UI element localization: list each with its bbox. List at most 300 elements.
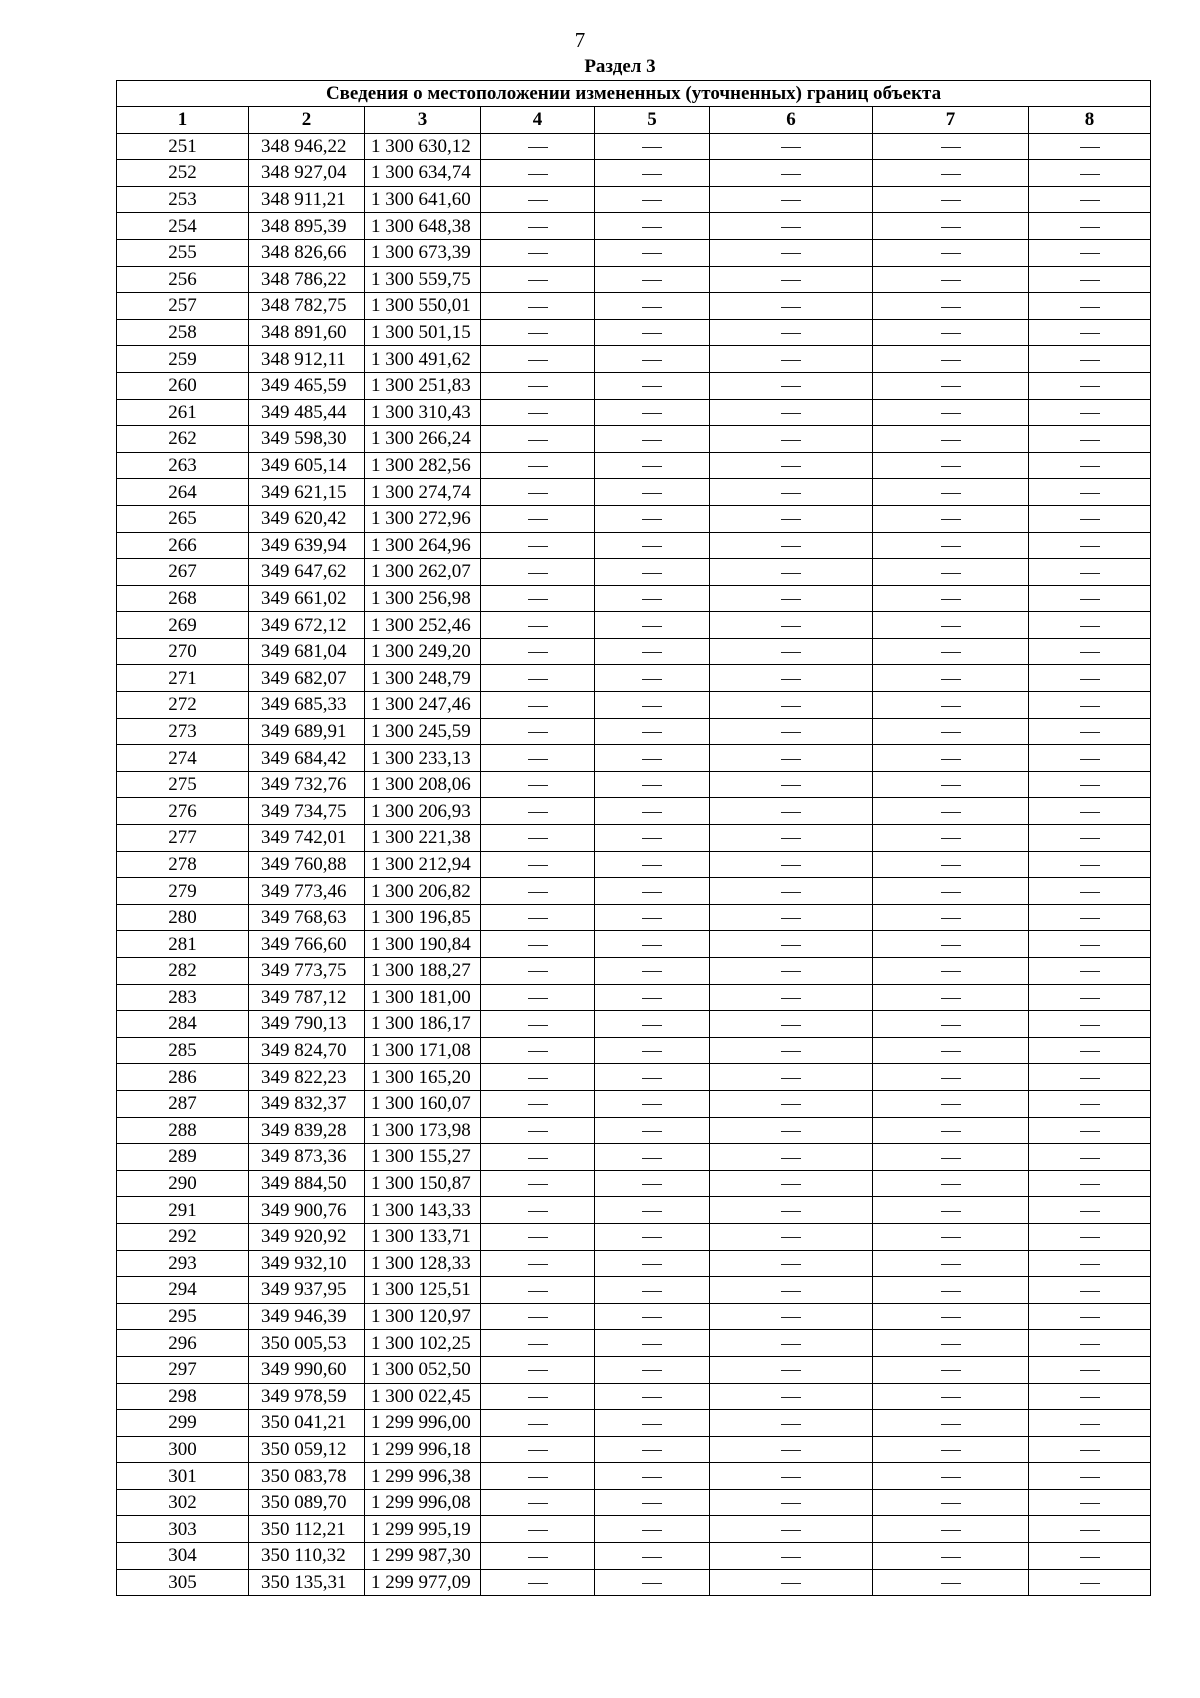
empty-value-cell — [1029, 1037, 1151, 1064]
dash-mark — [1080, 333, 1100, 334]
empty-value-cell — [710, 1303, 873, 1330]
empty-value-cell — [873, 505, 1029, 532]
point-number-cell: 269 — [117, 612, 249, 639]
y-coordinate-cell: 1 300 206,82 — [365, 878, 481, 905]
empty-value-cell — [481, 1277, 595, 1304]
dash-mark — [642, 174, 662, 175]
dash-mark — [781, 1025, 801, 1026]
table-row — [117, 559, 1151, 586]
dash-mark — [642, 466, 662, 467]
empty-value-cell — [710, 1489, 873, 1516]
empty-value-cell — [481, 825, 595, 852]
empty-value-cell — [873, 372, 1029, 399]
dash-mark — [941, 838, 961, 839]
empty-value-cell — [873, 692, 1029, 719]
point-number-cell: 272 — [117, 692, 249, 719]
dash-mark — [781, 1370, 801, 1371]
empty-value-cell — [873, 585, 1029, 612]
empty-value-cell — [481, 133, 595, 160]
y-coordinate-cell: 1 300 501,15 — [365, 319, 481, 346]
dash-mark — [642, 1424, 662, 1425]
dash-mark — [941, 1051, 961, 1052]
x-coordinate-cell: 349 978,59 — [249, 1383, 365, 1410]
dash-mark — [1080, 1397, 1100, 1398]
dash-mark — [1080, 785, 1100, 786]
dash-mark — [528, 732, 548, 733]
point-number-cell: 268 — [117, 585, 249, 612]
dash-mark — [642, 918, 662, 919]
table-row — [117, 1303, 1151, 1330]
dash-mark — [941, 1104, 961, 1105]
x-coordinate-cell: 349 920,92 — [249, 1223, 365, 1250]
dash-mark — [941, 386, 961, 387]
dash-mark — [941, 1264, 961, 1265]
empty-value-cell — [710, 346, 873, 373]
dash-mark — [1080, 200, 1100, 201]
dash-mark — [528, 1131, 548, 1132]
empty-value-cell — [710, 1383, 873, 1410]
dash-mark — [528, 1104, 548, 1105]
dash-mark — [528, 200, 548, 201]
empty-value-cell — [710, 1330, 873, 1357]
point-number-cell: 281 — [117, 931, 249, 958]
table-row — [117, 399, 1151, 426]
point-number-cell: 302 — [117, 1489, 249, 1516]
empty-value-cell — [710, 1436, 873, 1463]
dash-mark — [1080, 626, 1100, 627]
table-row — [117, 1011, 1151, 1038]
empty-value-cell — [873, 239, 1029, 266]
dash-mark — [642, 599, 662, 600]
empty-value-cell — [481, 1303, 595, 1330]
point-number-cell: 298 — [117, 1383, 249, 1410]
dash-mark — [781, 1184, 801, 1185]
empty-value-cell — [710, 1037, 873, 1064]
x-coordinate-cell: 348 895,39 — [249, 213, 365, 240]
empty-value-cell — [595, 186, 710, 213]
empty-value-cell — [1029, 559, 1151, 586]
y-coordinate-cell: 1 300 641,60 — [365, 186, 481, 213]
dash-mark — [528, 1477, 548, 1478]
table-body — [117, 133, 1151, 1596]
dash-mark — [941, 1370, 961, 1371]
point-number-cell: 296 — [117, 1330, 249, 1357]
dash-mark — [941, 732, 961, 733]
x-coordinate-cell: 349 742,01 — [249, 825, 365, 852]
dash-mark — [941, 1237, 961, 1238]
dash-mark — [528, 1158, 548, 1159]
empty-value-cell — [710, 798, 873, 825]
dash-mark — [528, 440, 548, 441]
table-row — [117, 1117, 1151, 1144]
empty-value-cell — [873, 213, 1029, 240]
empty-value-cell — [1029, 904, 1151, 931]
x-coordinate-cell: 349 732,76 — [249, 771, 365, 798]
dash-mark — [1080, 1370, 1100, 1371]
empty-value-cell — [481, 319, 595, 346]
x-coordinate-cell: 349 884,50 — [249, 1170, 365, 1197]
empty-value-cell — [595, 213, 710, 240]
dash-mark — [781, 307, 801, 308]
dash-mark — [1080, 360, 1100, 361]
empty-value-cell — [710, 266, 873, 293]
point-number-cell: 258 — [117, 319, 249, 346]
point-number-cell: 303 — [117, 1516, 249, 1543]
dash-mark — [528, 865, 548, 866]
empty-value-cell — [873, 1330, 1029, 1357]
empty-value-cell — [481, 1410, 595, 1437]
dash-mark — [528, 174, 548, 175]
point-number-cell: 259 — [117, 346, 249, 373]
empty-value-cell — [710, 479, 873, 506]
empty-value-cell — [710, 452, 873, 479]
table-row — [117, 825, 1151, 852]
point-number-cell: 257 — [117, 293, 249, 320]
empty-value-cell — [873, 1410, 1029, 1437]
y-coordinate-cell: 1 300 249,20 — [365, 638, 481, 665]
dash-mark — [781, 573, 801, 574]
y-coordinate-cell: 1 300 171,08 — [365, 1037, 481, 1064]
point-number-cell: 290 — [117, 1170, 249, 1197]
table-row — [117, 372, 1151, 399]
empty-value-cell — [1029, 532, 1151, 559]
empty-value-cell — [1029, 1516, 1151, 1543]
empty-value-cell — [481, 984, 595, 1011]
dash-mark — [941, 1397, 961, 1398]
dash-mark — [781, 1078, 801, 1079]
empty-value-cell — [1029, 1144, 1151, 1171]
empty-value-cell — [481, 1543, 595, 1570]
empty-value-cell — [1029, 399, 1151, 426]
dash-mark — [941, 1477, 961, 1478]
x-coordinate-cell: 349 684,42 — [249, 745, 365, 772]
dash-mark — [941, 679, 961, 680]
empty-value-cell — [710, 186, 873, 213]
empty-value-cell — [710, 532, 873, 559]
dash-mark — [941, 626, 961, 627]
empty-value-cell — [1029, 851, 1151, 878]
y-coordinate-cell: 1 300 648,38 — [365, 213, 481, 240]
empty-value-cell — [873, 532, 1029, 559]
section-title: Раздел 3 — [584, 56, 656, 77]
dash-mark — [941, 652, 961, 653]
dash-mark — [1080, 1450, 1100, 1451]
dash-mark — [781, 174, 801, 175]
empty-value-cell — [481, 505, 595, 532]
table-row — [117, 798, 1151, 825]
dash-mark — [941, 971, 961, 972]
empty-value-cell — [710, 1463, 873, 1490]
point-number-cell: 280 — [117, 904, 249, 931]
empty-value-cell — [1029, 239, 1151, 266]
empty-value-cell — [873, 878, 1029, 905]
dash-mark — [781, 227, 801, 228]
dash-mark — [781, 785, 801, 786]
dash-mark — [781, 892, 801, 893]
dash-mark — [642, 360, 662, 361]
dash-mark — [941, 1078, 961, 1079]
dash-mark — [781, 519, 801, 520]
dash-mark — [528, 413, 548, 414]
empty-value-cell — [481, 585, 595, 612]
empty-value-cell — [1029, 1569, 1151, 1596]
dash-mark — [1080, 1344, 1100, 1345]
x-coordinate-cell: 349 681,04 — [249, 638, 365, 665]
dash-mark — [528, 493, 548, 494]
empty-value-cell — [873, 745, 1029, 772]
dash-mark — [781, 413, 801, 414]
dash-mark — [941, 1025, 961, 1026]
dash-mark — [1080, 1477, 1100, 1478]
table-row — [117, 346, 1151, 373]
dash-mark — [642, 1477, 662, 1478]
dash-mark — [528, 599, 548, 600]
empty-value-cell — [710, 426, 873, 453]
dash-mark — [1080, 812, 1100, 813]
x-coordinate-cell: 349 689,91 — [249, 718, 365, 745]
empty-value-cell — [710, 160, 873, 187]
empty-value-cell — [873, 1144, 1029, 1171]
dash-mark — [941, 280, 961, 281]
table-row — [117, 585, 1151, 612]
empty-value-cell — [873, 851, 1029, 878]
empty-value-cell — [595, 239, 710, 266]
empty-value-cell — [481, 1064, 595, 1091]
y-coordinate-cell: 1 300 634,74 — [365, 160, 481, 187]
empty-value-cell — [481, 1383, 595, 1410]
point-number-cell: 305 — [117, 1569, 249, 1596]
empty-value-cell — [481, 1011, 595, 1038]
dash-mark — [642, 307, 662, 308]
empty-value-cell — [481, 638, 595, 665]
empty-value-cell — [1029, 1356, 1151, 1383]
dash-mark — [642, 732, 662, 733]
empty-value-cell — [1029, 612, 1151, 639]
point-number-cell: 295 — [117, 1303, 249, 1330]
y-coordinate-cell: 1 300 262,07 — [365, 559, 481, 586]
dash-mark — [528, 1264, 548, 1265]
x-coordinate-cell: 349 990,60 — [249, 1356, 365, 1383]
dash-mark — [1080, 573, 1100, 574]
dash-mark — [528, 573, 548, 574]
dash-mark — [941, 440, 961, 441]
x-coordinate-cell: 349 734,75 — [249, 798, 365, 825]
empty-value-cell — [710, 1117, 873, 1144]
empty-value-cell — [1029, 186, 1151, 213]
x-coordinate-cell: 349 873,36 — [249, 1144, 365, 1171]
empty-value-cell — [873, 1356, 1029, 1383]
x-coordinate-cell: 349 639,94 — [249, 532, 365, 559]
empty-value-cell — [1029, 1197, 1151, 1224]
table-row — [117, 319, 1151, 346]
table-row — [117, 1543, 1151, 1570]
table-row — [117, 1410, 1151, 1437]
dash-mark — [642, 1184, 662, 1185]
dash-mark — [941, 706, 961, 707]
dash-mark — [642, 945, 662, 946]
dash-mark — [1080, 679, 1100, 680]
dash-mark — [941, 413, 961, 414]
dash-mark — [642, 253, 662, 254]
empty-value-cell — [1029, 266, 1151, 293]
y-coordinate-cell: 1 299 996,38 — [365, 1463, 481, 1490]
dash-mark — [1080, 1131, 1100, 1132]
point-number-cell: 255 — [117, 239, 249, 266]
point-number-cell: 300 — [117, 1436, 249, 1463]
empty-value-cell — [873, 1090, 1029, 1117]
empty-value-cell — [710, 612, 873, 639]
column-header: 2 — [249, 107, 365, 134]
y-coordinate-cell: 1 300 125,51 — [365, 1277, 481, 1304]
column-header: 7 — [873, 107, 1029, 134]
y-coordinate-cell: 1 300 251,83 — [365, 372, 481, 399]
empty-value-cell — [710, 718, 873, 745]
x-coordinate-cell: 349 682,07 — [249, 665, 365, 692]
y-coordinate-cell: 1 300 190,84 — [365, 931, 481, 958]
empty-value-cell — [710, 904, 873, 931]
empty-value-cell — [873, 665, 1029, 692]
dash-mark — [781, 1557, 801, 1558]
empty-value-cell — [710, 745, 873, 772]
empty-value-cell — [1029, 692, 1151, 719]
dash-mark — [1080, 599, 1100, 600]
empty-value-cell — [481, 239, 595, 266]
dash-mark — [642, 1370, 662, 1371]
table-row — [117, 1277, 1151, 1304]
dash-mark — [781, 759, 801, 760]
empty-value-cell — [873, 266, 1029, 293]
dash-mark — [1080, 1530, 1100, 1531]
point-number-cell: 267 — [117, 559, 249, 586]
empty-value-cell — [1029, 160, 1151, 187]
empty-value-cell — [1029, 452, 1151, 479]
dash-mark — [1080, 1264, 1100, 1265]
y-coordinate-cell: 1 300 233,13 — [365, 745, 481, 772]
y-coordinate-cell: 1 300 206,93 — [365, 798, 481, 825]
point-number-cell: 297 — [117, 1356, 249, 1383]
dash-mark — [642, 200, 662, 201]
table-row — [117, 532, 1151, 559]
empty-value-cell — [710, 1250, 873, 1277]
x-coordinate-cell: 349 620,42 — [249, 505, 365, 532]
y-coordinate-cell: 1 300 221,38 — [365, 825, 481, 852]
dash-mark — [642, 1104, 662, 1105]
table-row — [117, 1569, 1151, 1596]
dash-mark — [781, 1104, 801, 1105]
table-row — [117, 638, 1151, 665]
y-coordinate-cell: 1 300 160,07 — [365, 1090, 481, 1117]
empty-value-cell — [873, 1037, 1029, 1064]
empty-value-cell — [873, 186, 1029, 213]
empty-value-cell — [481, 1090, 595, 1117]
dash-mark — [528, 759, 548, 760]
table-row — [117, 479, 1151, 506]
dash-mark — [642, 1291, 662, 1292]
table-row — [117, 851, 1151, 878]
table-row — [117, 878, 1151, 905]
empty-value-cell — [873, 904, 1029, 931]
empty-value-cell — [1029, 1303, 1151, 1330]
empty-value-cell — [873, 718, 1029, 745]
table-row — [117, 904, 1151, 931]
empty-value-cell — [481, 452, 595, 479]
empty-value-cell — [481, 479, 595, 506]
dash-mark — [941, 812, 961, 813]
table-row — [117, 293, 1151, 320]
empty-value-cell — [481, 1330, 595, 1357]
point-number-cell: 291 — [117, 1197, 249, 1224]
dash-mark — [941, 200, 961, 201]
table-row — [117, 718, 1151, 745]
empty-value-cell — [481, 1436, 595, 1463]
dash-mark — [642, 1450, 662, 1451]
empty-value-cell — [595, 1356, 710, 1383]
table-row — [117, 1064, 1151, 1091]
x-coordinate-cell: 349 822,23 — [249, 1064, 365, 1091]
empty-value-cell — [873, 1543, 1029, 1570]
x-coordinate-cell: 349 766,60 — [249, 931, 365, 958]
dash-mark — [528, 918, 548, 919]
empty-value-cell — [595, 1197, 710, 1224]
dash-mark — [1080, 998, 1100, 999]
dash-mark — [642, 546, 662, 547]
empty-value-cell — [595, 665, 710, 692]
empty-value-cell — [481, 1250, 595, 1277]
empty-value-cell — [710, 372, 873, 399]
empty-value-cell — [873, 1250, 1029, 1277]
empty-value-cell — [1029, 931, 1151, 958]
point-number-cell: 251 — [117, 133, 249, 160]
point-number-cell: 275 — [117, 771, 249, 798]
empty-value-cell — [1029, 1250, 1151, 1277]
dash-mark — [941, 892, 961, 893]
empty-value-cell — [710, 585, 873, 612]
empty-value-cell — [1029, 1436, 1151, 1463]
empty-value-cell — [481, 346, 595, 373]
empty-value-cell — [710, 692, 873, 719]
empty-value-cell — [873, 160, 1029, 187]
dash-mark — [1080, 945, 1100, 946]
dash-mark — [528, 280, 548, 281]
empty-value-cell — [1029, 1064, 1151, 1091]
x-coordinate-cell: 348 927,04 — [249, 160, 365, 187]
empty-value-cell — [481, 1117, 595, 1144]
x-coordinate-cell: 348 786,22 — [249, 266, 365, 293]
dash-mark — [1080, 174, 1100, 175]
dash-mark — [781, 466, 801, 467]
dash-mark — [941, 1344, 961, 1345]
empty-value-cell — [481, 1569, 595, 1596]
empty-value-cell — [1029, 1011, 1151, 1038]
dash-mark — [1080, 1078, 1100, 1079]
dash-mark — [781, 812, 801, 813]
empty-value-cell — [481, 1463, 595, 1490]
y-coordinate-cell: 1 299 995,19 — [365, 1516, 481, 1543]
dash-mark — [941, 573, 961, 574]
dash-mark — [528, 519, 548, 520]
dash-mark — [1080, 1317, 1100, 1318]
dash-mark — [781, 386, 801, 387]
y-coordinate-cell: 1 300 208,06 — [365, 771, 481, 798]
empty-value-cell — [595, 931, 710, 958]
dash-mark — [1080, 1424, 1100, 1425]
empty-value-cell — [873, 1436, 1029, 1463]
point-number-cell: 263 — [117, 452, 249, 479]
empty-value-cell — [1029, 1117, 1151, 1144]
y-coordinate-cell: 1 300 264,96 — [365, 532, 481, 559]
point-number-cell: 276 — [117, 798, 249, 825]
point-number-cell: 289 — [117, 1144, 249, 1171]
